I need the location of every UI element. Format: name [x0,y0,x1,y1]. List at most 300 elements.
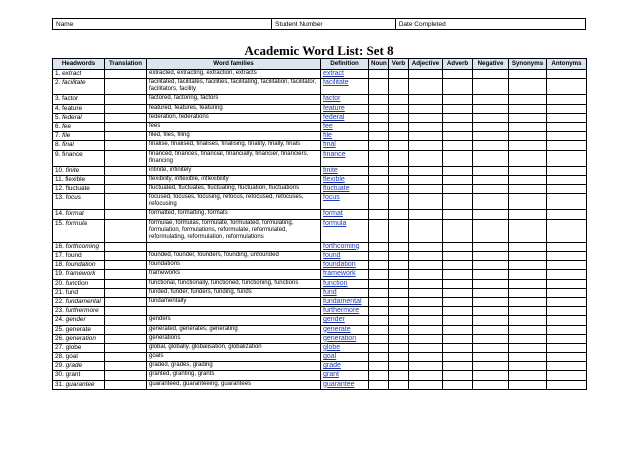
synonyms-cell[interactable] [509,79,547,95]
translation-cell[interactable] [105,252,147,261]
antonyms-cell[interactable] [547,175,587,184]
definition-link[interactable]: facilitate [321,79,369,95]
negative-cell[interactable] [473,185,509,194]
synonyms-cell[interactable] [509,175,547,184]
verb-cell[interactable] [389,132,409,141]
antonyms-cell[interactable] [547,334,587,343]
noun-cell[interactable] [369,185,389,194]
adverb-cell[interactable] [443,343,473,352]
antonyms-cell[interactable] [547,95,587,104]
negative-cell[interactable] [473,316,509,325]
noun-cell[interactable] [369,166,389,175]
verb-cell[interactable] [389,307,409,316]
antonyms-cell[interactable] [547,150,587,166]
negative-cell[interactable] [473,219,509,242]
page-title: Academic Word List: Set 8 [244,43,394,58]
verb-cell[interactable] [389,252,409,261]
negative-cell[interactable] [473,353,509,362]
verb-cell[interactable] [389,219,409,242]
noun-cell[interactable] [369,252,389,261]
negative-cell[interactable] [473,297,509,306]
translation-cell[interactable] [105,353,147,362]
translation-cell[interactable] [105,279,147,288]
noun-cell[interactable] [369,219,389,242]
noun-cell[interactable] [369,150,389,166]
adverb-cell[interactable] [443,261,473,270]
adjective-cell[interactable] [409,166,443,175]
translation-cell[interactable] [105,362,147,371]
antonyms-cell[interactable] [547,316,587,325]
translation-cell[interactable] [105,70,147,79]
verb-cell[interactable] [389,95,409,104]
definition-link[interactable]: fund [321,288,369,297]
translation-cell[interactable] [105,343,147,352]
verb-cell[interactable] [389,194,409,210]
negative-cell[interactable] [473,175,509,184]
antonyms-cell[interactable] [547,141,587,150]
synonyms-cell[interactable] [509,279,547,288]
headword: federal [62,113,82,121]
translation-cell[interactable] [105,242,147,251]
definition-link[interactable]: framework [321,270,369,279]
synonyms-cell[interactable] [509,104,547,113]
antonyms-cell[interactable] [547,252,587,261]
adjective-cell[interactable] [409,70,443,79]
adjective-cell[interactable] [409,261,443,270]
verb-cell[interactable] [389,185,409,194]
antonyms-cell[interactable] [547,380,587,389]
adverb-cell[interactable] [443,242,473,251]
verb-cell[interactable] [389,297,409,306]
word-families-cell: filed, files, filing [147,132,321,141]
word-families-cell: guaranteed, guaranteeing, guarantees [147,380,321,389]
antonyms-cell[interactable] [547,307,587,316]
synonyms-cell[interactable] [509,261,547,270]
adverb-cell[interactable] [443,252,473,261]
negative-cell[interactable] [473,334,509,343]
noun-cell[interactable] [369,95,389,104]
verb-cell[interactable] [389,79,409,95]
synonyms-cell[interactable] [509,194,547,210]
adverb-cell[interactable] [443,79,473,95]
synonyms-cell[interactable] [509,95,547,104]
antonyms-cell[interactable] [547,210,587,219]
table-row [53,141,587,150]
verb-cell[interactable] [389,166,409,175]
definition-link[interactable]: feature [321,104,369,113]
adverb-cell[interactable] [443,132,473,141]
antonyms-cell[interactable] [547,104,587,113]
student-number-field[interactable]: Student Number [272,19,396,29]
synonyms-cell[interactable] [509,343,547,352]
negative-cell[interactable] [473,194,509,210]
antonyms-cell[interactable] [547,185,587,194]
definition-link[interactable]: federal [321,113,369,122]
noun-cell[interactable] [369,307,389,316]
name-field[interactable]: Name [53,19,272,29]
headword-cell [53,252,105,261]
translation-cell[interactable] [105,132,147,141]
synonyms-cell[interactable] [509,316,547,325]
word-families-cell: global, globally, globalisation, globalization [147,343,321,352]
definition-link[interactable]: flexible [321,175,369,184]
synonyms-cell[interactable] [509,70,547,79]
verb-cell[interactable] [389,141,409,150]
noun-cell[interactable] [369,175,389,184]
adverb-cell[interactable] [443,334,473,343]
antonyms-cell[interactable] [547,122,587,131]
antonyms-cell[interactable] [547,371,587,380]
definition-link[interactable]: finite [321,166,369,175]
adverb-cell[interactable] [443,380,473,389]
negative-cell[interactable] [473,242,509,251]
adjective-cell[interactable] [409,150,443,166]
synonyms-cell[interactable] [509,325,547,334]
definition-link[interactable]: grade [321,362,369,371]
translation-cell[interactable] [105,316,147,325]
adjective-cell[interactable] [409,219,443,242]
definition-link[interactable]: factor [321,95,369,104]
antonyms-cell[interactable] [547,362,587,371]
synonyms-cell[interactable] [509,307,547,316]
definition-link[interactable]: extract [321,70,369,79]
definition-link[interactable]: file [321,132,369,141]
negative-cell[interactable] [473,141,509,150]
adjective-cell[interactable] [409,380,443,389]
antonyms-cell[interactable] [547,132,587,141]
noun-cell[interactable] [369,270,389,279]
synonyms-cell[interactable] [509,122,547,131]
translation-cell[interactable] [105,297,147,306]
synonyms-cell[interactable] [509,150,547,166]
definition-link[interactable]: gender [321,316,369,325]
synonyms-cell[interactable] [509,132,547,141]
definition-link[interactable]: globe [321,343,369,352]
antonyms-cell[interactable] [547,279,587,288]
verb-cell[interactable] [389,362,409,371]
definition-link[interactable]: focus [321,194,369,210]
verb-cell[interactable] [389,288,409,297]
noun-cell[interactable] [369,380,389,389]
definition-link[interactable]: finance [321,150,369,166]
translation-cell[interactable] [105,150,147,166]
negative-cell[interactable] [473,210,509,219]
verb-cell[interactable] [389,279,409,288]
definition-link[interactable]: fundamental [321,297,369,306]
adjective-cell[interactable] [409,104,443,113]
antonyms-cell[interactable] [547,325,587,334]
verb-cell[interactable] [389,334,409,343]
headword: foundation [65,261,96,269]
negative-cell[interactable] [473,380,509,389]
negative-cell[interactable] [473,279,509,288]
translation-cell[interactable] [105,185,147,194]
noun-cell[interactable] [369,141,389,150]
adverb-cell[interactable] [443,371,473,380]
adverb-cell[interactable] [443,175,473,184]
verb-cell[interactable] [389,261,409,270]
antonyms-cell[interactable] [547,270,587,279]
noun-cell[interactable] [369,353,389,362]
adverb-cell[interactable] [443,166,473,175]
noun-cell[interactable] [369,194,389,210]
definition-link[interactable]: grant [321,371,369,380]
headword-cell [53,122,105,131]
negative-cell[interactable] [473,70,509,79]
negative-cell[interactable] [473,122,509,131]
adverb-cell[interactable] [443,297,473,306]
noun-cell[interactable] [369,279,389,288]
adverb-cell[interactable] [443,362,473,371]
verb-cell[interactable] [389,380,409,389]
noun-cell[interactable] [369,334,389,343]
row-number: 27. [55,343,64,351]
adjective-cell[interactable] [409,362,443,371]
antonyms-cell[interactable] [547,79,587,95]
synonyms-cell[interactable] [509,380,547,389]
verb-cell[interactable] [389,371,409,380]
translation-cell[interactable] [105,261,147,270]
adverb-cell[interactable] [443,219,473,242]
synonyms-cell[interactable] [509,219,547,242]
negative-cell[interactable] [473,261,509,270]
definition-link[interactable]: furthermore [321,307,369,316]
noun-cell[interactable] [369,132,389,141]
negative-cell[interactable] [473,270,509,279]
table-row [53,219,587,242]
adverb-cell[interactable] [443,353,473,362]
definition-link[interactable]: guarantee [321,380,369,389]
translation-cell[interactable] [105,122,147,131]
adverb-cell[interactable] [443,150,473,166]
adjective-cell[interactable] [409,185,443,194]
negative-cell[interactable] [473,288,509,297]
synonyms-cell[interactable] [509,252,547,261]
definition-link[interactable]: foundation [321,261,369,270]
translation-cell[interactable] [105,194,147,210]
negative-cell[interactable] [473,343,509,352]
adverb-cell[interactable] [443,95,473,104]
synonyms-cell[interactable] [509,297,547,306]
synonyms-cell[interactable] [509,242,547,251]
antonyms-cell[interactable] [547,194,587,210]
translation-cell[interactable] [105,380,147,389]
adverb-cell[interactable] [443,141,473,150]
negative-cell[interactable] [473,371,509,380]
noun-cell[interactable] [369,242,389,251]
noun-cell[interactable] [369,316,389,325]
synonyms-cell[interactable] [509,141,547,150]
adjective-cell[interactable] [409,141,443,150]
verb-cell[interactable] [389,70,409,79]
noun-cell[interactable] [369,70,389,79]
negative-cell[interactable] [473,79,509,95]
definition-link[interactable]: formula [321,219,369,242]
negative-cell[interactable] [473,325,509,334]
noun-cell[interactable] [369,261,389,270]
headword: generate [65,325,91,333]
verb-cell[interactable] [389,242,409,251]
translation-cell[interactable] [105,325,147,334]
date-completed-field[interactable]: Date Completed [398,21,446,28]
adverb-cell[interactable] [443,279,473,288]
noun-cell[interactable] [369,362,389,371]
negative-cell[interactable] [473,113,509,122]
adverb-cell[interactable] [443,70,473,79]
adjective-cell[interactable] [409,288,443,297]
noun-cell[interactable] [369,113,389,122]
adjective-cell[interactable] [409,343,443,352]
antonyms-cell[interactable] [547,242,587,251]
adjective-cell[interactable] [409,122,443,131]
translation-cell[interactable] [105,141,147,150]
adjective-cell[interactable] [409,79,443,95]
translation-cell[interactable] [105,219,147,242]
column-header: Antonyms [547,59,587,70]
verb-cell[interactable] [389,316,409,325]
adjective-cell[interactable] [409,95,443,104]
adjective-cell[interactable] [409,175,443,184]
translation-cell[interactable] [105,334,147,343]
word-families-cell: fees [147,122,321,131]
synonyms-cell[interactable] [509,371,547,380]
adjective-cell[interactable] [409,325,443,334]
adverb-cell[interactable] [443,325,473,334]
synonyms-cell[interactable] [509,270,547,279]
definition-link[interactable]: goal [321,353,369,362]
negative-cell[interactable] [473,307,509,316]
antonyms-cell[interactable] [547,261,587,270]
translation-cell[interactable] [105,95,147,104]
negative-cell[interactable] [473,132,509,141]
adverb-cell[interactable] [443,270,473,279]
translation-cell[interactable] [105,288,147,297]
negative-cell[interactable] [473,362,509,371]
negative-cell[interactable] [473,252,509,261]
noun-cell[interactable] [369,343,389,352]
synonyms-cell[interactable] [509,353,547,362]
noun-cell[interactable] [369,210,389,219]
noun-cell[interactable] [369,104,389,113]
synonyms-cell[interactable] [509,288,547,297]
adjective-cell[interactable] [409,270,443,279]
adjective-cell[interactable] [409,252,443,261]
synonyms-cell[interactable] [509,210,547,219]
translation-cell[interactable] [105,210,147,219]
adjective-cell[interactable] [409,113,443,122]
adjective-cell[interactable] [409,194,443,210]
adjective-cell[interactable] [409,242,443,251]
noun-cell[interactable] [369,122,389,131]
synonyms-cell[interactable] [509,362,547,371]
verb-cell[interactable] [389,175,409,184]
adjective-cell[interactable] [409,316,443,325]
adjective-cell[interactable] [409,334,443,343]
adjective-cell[interactable] [409,297,443,306]
verb-cell[interactable] [389,122,409,131]
definition-link[interactable]: forthcoming [321,242,369,251]
antonyms-cell[interactable] [547,219,587,242]
antonyms-cell[interactable] [547,297,587,306]
noun-cell[interactable] [369,371,389,380]
negative-cell[interactable] [473,150,509,166]
adverb-cell[interactable] [443,316,473,325]
translation-cell[interactable] [105,104,147,113]
adverb-cell[interactable] [443,185,473,194]
antonyms-cell[interactable] [547,70,587,79]
verb-cell[interactable] [389,343,409,352]
table-row [53,307,587,316]
verb-cell[interactable] [389,104,409,113]
antonyms-cell[interactable] [547,166,587,175]
adverb-cell[interactable] [443,210,473,219]
definition-link[interactable]: fluctuate [321,185,369,194]
headword-cell [53,242,105,251]
definition-link[interactable]: final [321,141,369,150]
synonyms-cell[interactable] [509,166,547,175]
negative-cell[interactable] [473,104,509,113]
adverb-cell[interactable] [443,194,473,210]
noun-cell[interactable] [369,79,389,95]
adverb-cell[interactable] [443,104,473,113]
synonyms-cell[interactable] [509,334,547,343]
verb-cell[interactable] [389,113,409,122]
antonyms-cell[interactable] [547,113,587,122]
translation-cell[interactable] [105,113,147,122]
noun-cell[interactable] [369,288,389,297]
adjective-cell[interactable] [409,210,443,219]
adjective-cell[interactable] [409,353,443,362]
antonyms-cell[interactable] [547,343,587,352]
verb-cell[interactable] [389,325,409,334]
translation-cell[interactable] [105,79,147,95]
definition-link[interactable]: function [321,279,369,288]
translation-cell[interactable] [105,175,147,184]
definition-link[interactable]: format [321,210,369,219]
negative-cell[interactable] [473,95,509,104]
noun-cell[interactable] [369,297,389,306]
adjective-cell[interactable] [409,371,443,380]
adverb-cell[interactable] [443,122,473,131]
adverb-cell[interactable] [443,113,473,122]
translation-cell[interactable] [105,166,147,175]
column-header: Definition [321,59,369,70]
translation-cell[interactable] [105,270,147,279]
verb-cell[interactable] [389,210,409,219]
adverb-cell[interactable] [443,288,473,297]
definition-link[interactable]: found [321,252,369,261]
verb-cell[interactable] [389,353,409,362]
adjective-cell[interactable] [409,132,443,141]
verb-cell[interactable] [389,270,409,279]
noun-cell[interactable] [369,325,389,334]
synonyms-cell[interactable] [509,113,547,122]
antonyms-cell[interactable] [547,288,587,297]
antonyms-cell[interactable] [547,353,587,362]
verb-cell[interactable] [389,150,409,166]
headword: grade [65,362,83,370]
translation-cell[interactable] [105,307,147,316]
adjective-cell[interactable] [409,279,443,288]
definition-link[interactable]: generate [321,325,369,334]
synonyms-cell[interactable] [509,185,547,194]
definition-link[interactable]: generation [321,334,369,343]
adverb-cell[interactable] [443,307,473,316]
adjective-cell[interactable] [409,307,443,316]
definition-link[interactable]: fee [321,122,369,131]
negative-cell[interactable] [473,166,509,175]
translation-cell[interactable] [105,371,147,380]
